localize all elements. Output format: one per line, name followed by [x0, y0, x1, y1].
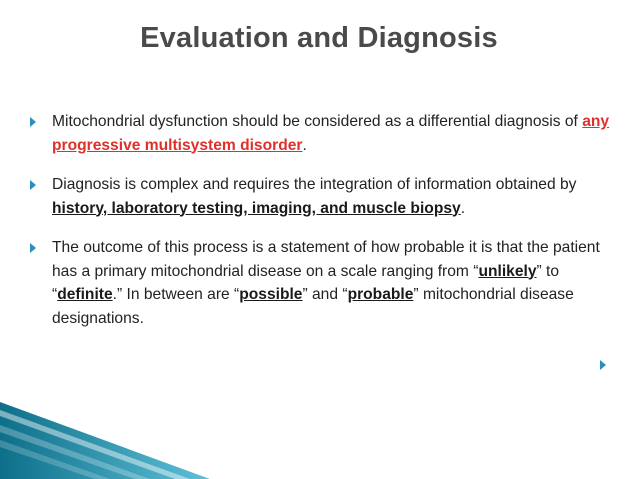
bullet-item	[30, 236, 610, 330]
bullet-item	[30, 110, 610, 157]
bullet-text: ” to “	[52, 262, 560, 303]
bullet-text: The outcome of this process is a statement of how probable it is that the patient has a primary mitochondrial disease on a scale ranging from “	[52, 239, 600, 280]
emphasis-text: history, laboratory testing, imaging, and muscle biopsy	[52, 199, 461, 217]
bullet-text: .” In between are “	[112, 286, 240, 303]
bullet-text: Mitochondrial dysfunction should be considered as a differential diagnosis of	[52, 113, 583, 130]
bullet-text: ” and “	[302, 286, 348, 303]
triangle-right-icon	[30, 180, 36, 190]
bullet-text: .	[460, 199, 466, 217]
bullet-list	[30, 110, 610, 346]
triangle-right-icon	[30, 117, 36, 127]
emphasis-text: definite	[57, 286, 113, 303]
bullet-text: .	[302, 136, 307, 154]
emphasis-text: unlikely	[478, 262, 537, 280]
triangle-right-icon	[30, 243, 36, 253]
next-slide-icon[interactable]	[600, 360, 606, 370]
emphasis-text: any progressive multisystem disorder	[52, 113, 610, 154]
bullet-text: ” mitochondrial disease designations.	[52, 286, 574, 327]
slide-title: Evaluation and Diagnosis	[140, 22, 498, 54]
bullet-item	[30, 173, 610, 220]
emphasis-text: possible	[239, 286, 303, 303]
bullet-text: Diagnosis is complex and requires the integration of information obtained by	[52, 176, 577, 193]
emphasis-text: probable	[347, 286, 414, 303]
